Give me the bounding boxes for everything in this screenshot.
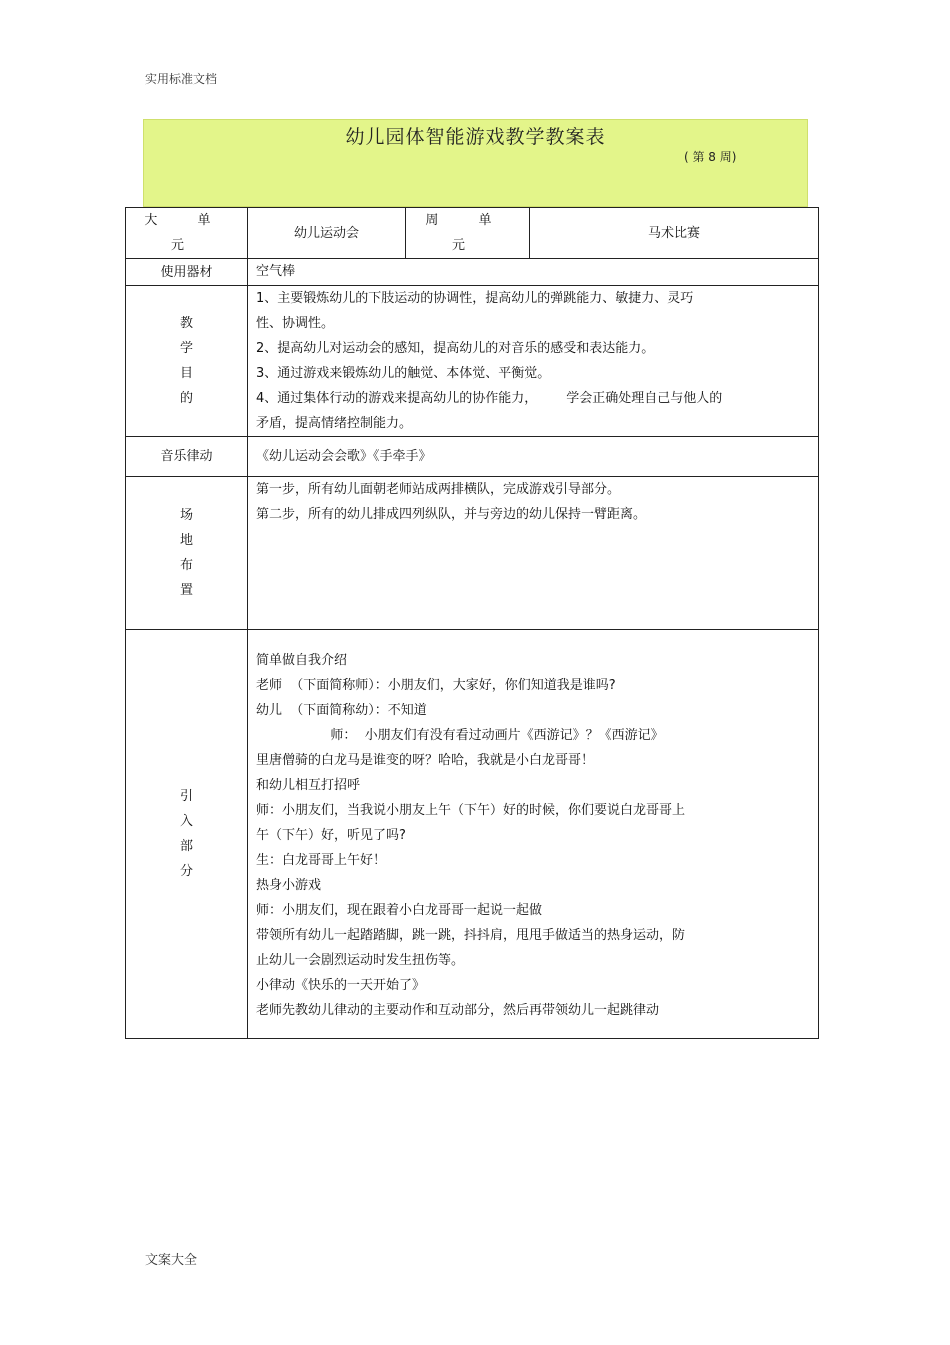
- intro-line: 生：白龙哥哥上午好！: [256, 853, 387, 868]
- intro-line: 止幼儿一会剧烈运动时发生扭伤等。: [256, 953, 465, 968]
- objective-line: 3、通过游戏来锻炼幼儿的触觉、本体觉、平衡觉。: [256, 366, 551, 381]
- objectives-label: 教 学 目 的: [126, 286, 248, 437]
- equipment-value: 空气棒: [248, 259, 819, 286]
- intro-line: 带领所有幼儿一起踏踏脚，跳一跳，抖抖肩，甩甩手做适当的热身运动，防: [256, 928, 686, 943]
- objective-line: 1、主要锻炼幼儿的下肢运动的协调性，提高幼儿的弹跳能力、敏捷力、灵巧: [256, 291, 694, 306]
- venue-line: 第一步，所有幼儿面朝老师站成两排横队，完成游戏引导部分。: [256, 482, 621, 497]
- intro-line: 里唐僧骑的白龙马是谁变的呀？哈哈，我就是小白龙哥哥！: [256, 753, 595, 768]
- intro-line: 幼儿 （下面简称幼）：不知道: [256, 703, 427, 718]
- objective-line: 矛盾，提高情绪控制能力。: [256, 416, 413, 431]
- objective-line: 2、提高幼儿对运动会的感知，提高幼儿的对音乐的感受和表达能力。: [256, 341, 655, 356]
- objective-line: 性、协调性。: [256, 316, 335, 331]
- objectives-content: [248, 286, 819, 437]
- venue-content: [248, 477, 819, 630]
- intro-label: 引 入 部 分: [126, 630, 248, 1039]
- venue-line: 第二步，所有的幼儿排成四列纵队，并与旁边的幼儿保持一臂距离。: [256, 507, 647, 522]
- music-label: 音乐律动: [126, 437, 248, 477]
- page-footer-note: 文案大全: [145, 1253, 198, 1268]
- intro-line: 和幼儿相互打招呼: [256, 778, 361, 793]
- intro-line: 师： 小朋友们有没有看过动画片《西游记》？《西游记》: [256, 728, 664, 743]
- intro-line: 师：小朋友们，现在跟着小白龙哥哥一起说一起做: [256, 903, 543, 918]
- equipment-row: [126, 259, 819, 286]
- intro-line: 师：小朋友们，当我说小朋友上午（下午）好的时候，你们要说白龙哥哥上: [256, 803, 686, 818]
- week-unit-label: 周 单 元: [406, 208, 530, 259]
- title-band: [143, 119, 808, 207]
- intro-line: 简单做自我介绍: [256, 653, 348, 668]
- venue-label: 场 地 布 置: [126, 477, 248, 630]
- objective-line: 4、通过集体行动的游戏来提高幼儿的协作能力， 学会正确处理自己与他人的: [256, 391, 723, 406]
- equipment-label: 使用器材: [126, 259, 248, 286]
- week-unit-value: 马术比赛: [530, 208, 819, 259]
- document-title: 幼儿园体智能游戏教学教案表: [345, 126, 606, 148]
- intro-line: 老师先教幼儿律动的主要动作和互动部分，然后再带领幼儿一起跳律动: [256, 1003, 660, 1018]
- intro-line: 小律动《快乐的一天开始了》: [256, 978, 426, 993]
- intro-row: [126, 630, 819, 1039]
- intro-line: 午（下午）好，听见了吗?: [256, 828, 406, 843]
- music-row: [126, 437, 819, 477]
- venue-row: [126, 477, 819, 630]
- page-header-note: 实用标准文档: [145, 72, 218, 86]
- lesson-plan-table: [125, 207, 819, 1039]
- big-unit-label: 大 单 元: [126, 208, 248, 259]
- intro-content: [248, 630, 819, 1039]
- unit-row: [126, 208, 819, 259]
- intro-line: 老师 （下面简称师）：小朋友们，大家好，你们知道我是谁吗?: [256, 678, 616, 693]
- big-unit-value: 幼儿运动会: [248, 208, 406, 259]
- objectives-row: [126, 286, 819, 437]
- music-value: 《幼儿运动会会歌》《手牵手》: [248, 437, 819, 477]
- intro-line: 热身小游戏: [256, 878, 322, 893]
- week-number: ( 第 8 周): [684, 150, 737, 164]
